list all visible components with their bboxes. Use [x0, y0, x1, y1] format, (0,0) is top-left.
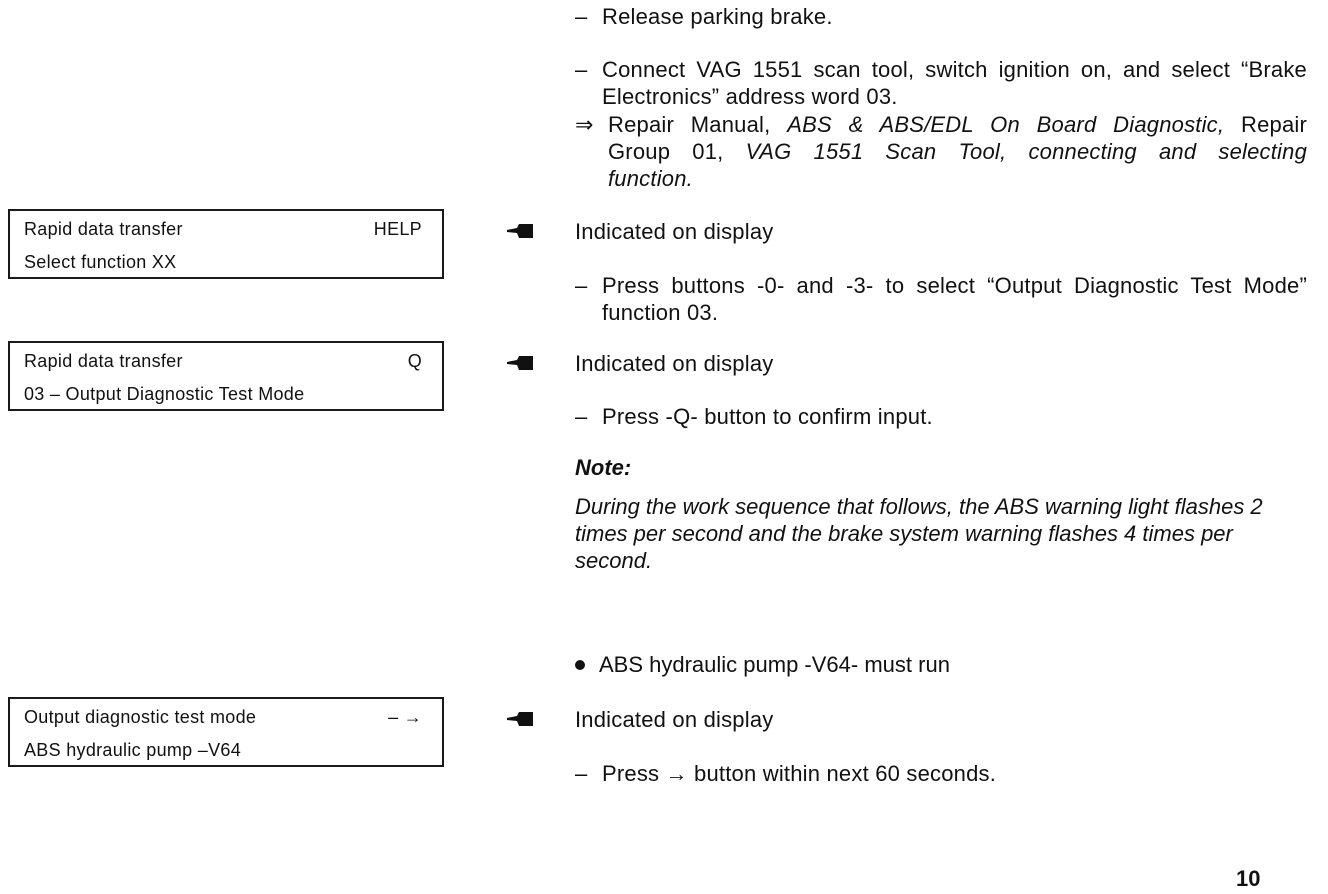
step-press-q: [575, 403, 1307, 430]
display-box-select-function: [8, 209, 444, 279]
pointing-hand-icon: [507, 224, 533, 238]
display-line-1-right: Q: [407, 351, 422, 371]
display-line-2: Select function XX: [24, 252, 177, 272]
display-line-1: Output diagnostic test mode: [24, 707, 257, 727]
step-press-arrow: [575, 760, 1307, 787]
pointing-hand-icon: [507, 356, 533, 370]
page-number: 10: [1236, 866, 1261, 891]
display-box-output-diagnostic: [8, 341, 444, 411]
note-title: Note:: [575, 455, 632, 480]
pointing-hand-icon: [507, 712, 533, 726]
reference-text: [608, 111, 1307, 192]
reference-arrow-icon: ⇒: [575, 112, 594, 137]
step-dash: –: [575, 404, 588, 429]
display-line-1: Rapid data transfer: [24, 219, 183, 239]
step-text: Press buttons -0- and -3- to select “Output Diagnostic Test Mode” function 03.: [602, 273, 1307, 325]
display-line-1-right: – →: [388, 707, 422, 727]
repair-manual-reference: [575, 111, 1307, 192]
note-body: During the work sequence that follows, the ABS warning light flashes 2 times per second and the brake system warning flashes 4 times per second.: [575, 494, 1263, 573]
step-dash: –: [575, 57, 588, 82]
reference-repair: Repair: [1240, 112, 1307, 137]
step-text: Release parking brake.: [602, 4, 833, 29]
indicated-on-display-3: Indicated on display: [575, 707, 774, 732]
reference-line-1: [608, 111, 1307, 138]
step-connect-scan-tool: [575, 56, 1307, 110]
reference-subtitle-end: function.: [608, 166, 693, 191]
display-line-1: Rapid data transfer: [24, 351, 183, 371]
indicated-on-display-2: Indicated on display: [575, 351, 774, 376]
display-line-1-right: HELP: [373, 219, 422, 239]
display-box-hydraulic-pump: [8, 697, 444, 767]
step-dash: –: [575, 273, 588, 298]
step-press-0-and-3: [575, 272, 1307, 326]
bullet-text: ABS hydraulic pump -V64- must run: [599, 652, 950, 677]
step-dash: –: [575, 761, 588, 786]
reference-line-2: [608, 138, 1307, 165]
step-text: Connect VAG 1551 scan tool, switch ignition on, and select “Brake Electronics” address word 03.: [602, 57, 1307, 109]
reference-prefix: Repair Manual,: [608, 112, 771, 137]
bullet-pump-must-run: [575, 652, 950, 678]
bullet-dot-icon: [575, 660, 585, 670]
display-line-2: 03 – Output Diagnostic Test Mode: [24, 384, 305, 404]
step-release-parking-brake: [575, 3, 1307, 30]
reference-manual-title: ABS & ABS/EDL On Board Diagnostic,: [787, 112, 1225, 137]
indicated-on-display-1: Indicated on display: [575, 219, 774, 244]
step-dash: –: [575, 4, 588, 29]
display-line-2: ABS hydraulic pump –V64: [24, 740, 242, 760]
reference-subtitle: VAG 1551 Scan Tool, connecting and selecting: [745, 139, 1308, 164]
reference-group: Group 01,: [608, 139, 724, 164]
step-text: Press → button within next 60 seconds.: [602, 761, 997, 786]
step-text: Press -Q- button to confirm input.: [602, 404, 933, 429]
